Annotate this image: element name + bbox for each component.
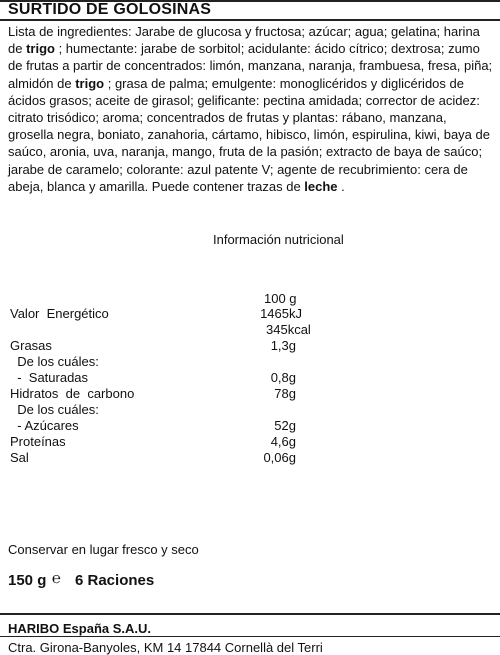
nutrition-row [10,418,490,434]
nutrition-row [10,338,490,354]
nutrition-row-label: De los cuáles: [10,402,99,417]
nutrition-row-label: - Saturadas [10,370,89,385]
company-address: Ctra. Girona-Banyoles, KM 14 17844 Cornellà del Terri [8,640,323,655]
ingredients-text: ; humectante: jarabe de sorbitol; acidulante: ácido cítrico; dextrosa; zumo de frutas a partir de concentrados: limón, manzana, naranja, frambuesa, fresa, piña; almidón de [8,41,493,91]
energy-kcal: 345kcal [266,322,311,337]
address-rule [0,636,500,637]
allergen-highlight: leche [304,178,338,194]
nutrition-row-value: 1,3g [270,338,296,353]
nutrition-row-label: De los cuáles: [10,354,99,369]
nutrition-row [10,450,490,466]
nutrition-row-label: Hidratos de carbono [10,386,135,401]
nutrition-row [10,354,490,370]
ingredients-text: ; grasa de palma; emulgente: monoglicéridos y diglicéridos de ácidos grasos; aceite de girasol; gelificante: pectina amidada; corrector de acidez: citrato trisódico; aroma; concentrados de frutas y plantas: rábano, manzana, grosella negra, boniato, zanahoria, cártamo, hibisco, limón, espirulina, kiwi, baya de saúco, aronia, uva, naranja, mango, fruta de la pasión; extracto de baya de saúco; jarabe de caramelo; colorante: azul patente V; agente de recubrimiento: cera de abeja, blanca y amarilla. Puede contener trazas de [8,75,490,194]
ingredients-text: . [337,178,345,194]
nutrition-row-label: Proteínas [10,434,66,449]
company-name: HARIBO España S.A.U. [8,621,152,636]
title-rule [0,19,500,21]
nutrition-per-amount: 100 g [264,291,297,306]
nutrition-row-value: 52g [274,418,296,433]
allergen-highlight: trigo [26,41,55,57]
storage-instructions: Conservar en lugar fresco y seco [8,542,199,557]
nutrition-row-label: Sal [10,450,29,465]
nutrition-row [10,386,490,402]
portions: 6 Raciones [75,572,155,589]
energy-kj-value: 1465 [260,306,289,321]
ingredients-list [8,23,494,195]
nutrition-row [10,434,490,450]
nutrition-row-value: 4,6g [270,434,296,449]
nutrition-row-value: 78g [274,386,296,401]
product-title: SURTIDO DE GOLOSINAS [8,1,212,18]
company-rule [0,613,500,615]
allergen-highlight: trigo [75,75,105,91]
nutrition-row-label: - Azúcares [10,418,79,433]
energy-label: Valor Energético [10,306,109,321]
nutrition-row [10,370,490,386]
estimated-sign-icon [51,571,65,585]
energy-row [10,306,490,322]
nutrition-row-value: 0,06g [263,450,296,465]
nutrition-row [10,402,490,418]
svg-text:℮: ℮ [52,571,62,585]
energy-kj-unit: kJ [289,306,302,321]
ingredients-text: Lista de ingredientes: Jarabe de glucosa y fructosa; azúcar; agua; gelatina; harina de [8,24,480,57]
net-weight: 150 g [8,572,47,589]
nutrition-heading: Información nutricional [213,232,344,247]
nutrition-row-label: Grasas [10,338,52,353]
nutrition-row-value: 0,8g [270,370,296,385]
